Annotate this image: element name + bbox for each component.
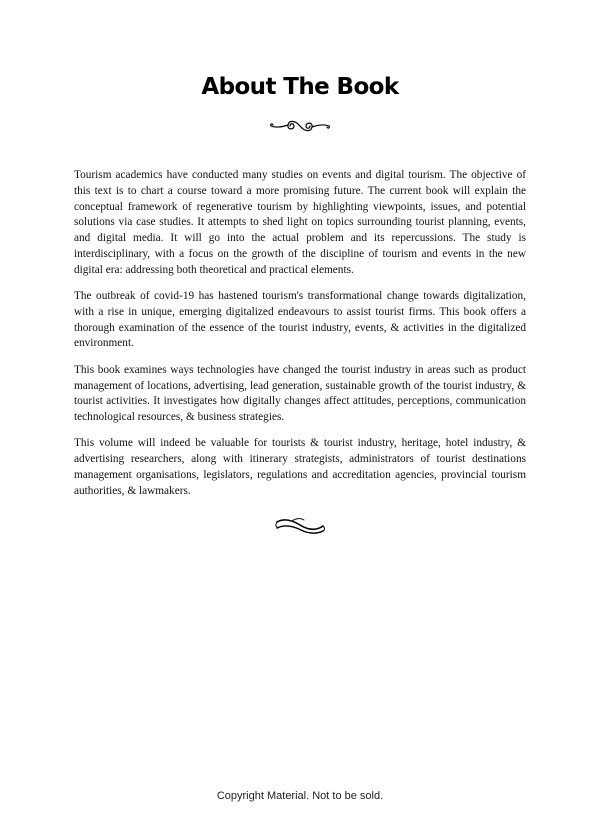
body-text <box>74 168 526 510</box>
copyright-notice: Copyright Material. Not to be sold. <box>216 790 384 802</box>
paragraph: This volume will indeed be valuable for tourists & tourist industry, heritage, hotel industry, & advertising researchers, along with itinerary strategists, administrators of tourist destinations management organisations, legislators, regulations and accreditation agencies, provincial tourism authorities, & lawmakers. <box>74 437 526 497</box>
flourish-divider-icon <box>268 118 332 134</box>
page-title: About The Book <box>201 74 399 100</box>
swash-divider-icon <box>274 516 326 538</box>
paragraph: Tourism academics have conducted many studies on events and digital tourism. The objective of this text is to chart a course toward a more promising future. The current book will explain the conceptual framework of regenerative tourism by highlighting viewpoints, issues, and potential solutions via case studies. It attempts to shed light on topics surrounding tourist planning, events, and digital media. It will go into the actual problem and its repercussions. The study is interdisciplinary, with a focus on the growth of the discipline of tourism and events in the new digital era: addressing both theoretical and practical elements. <box>74 169 526 276</box>
paragraph: The outbreak of covid-19 has hastened tourism's transformational change towards digitalization, with a rise in unique, emerging digitalized endeavours to assist tourist firms. This book offers a thorough examination of the essence of the tourist industry, events, & activities in the digitalized environment. <box>74 290 526 350</box>
paragraph: This book examines ways technologies have changed the tourist industry in areas such as product management of locations, advertising, lead generation, sustainable growth of the tourist industry, & tourist activities. It investigates how digitally changes affect attitudes, perceptions, communication technological resources, & business strategies. <box>74 363 526 424</box>
